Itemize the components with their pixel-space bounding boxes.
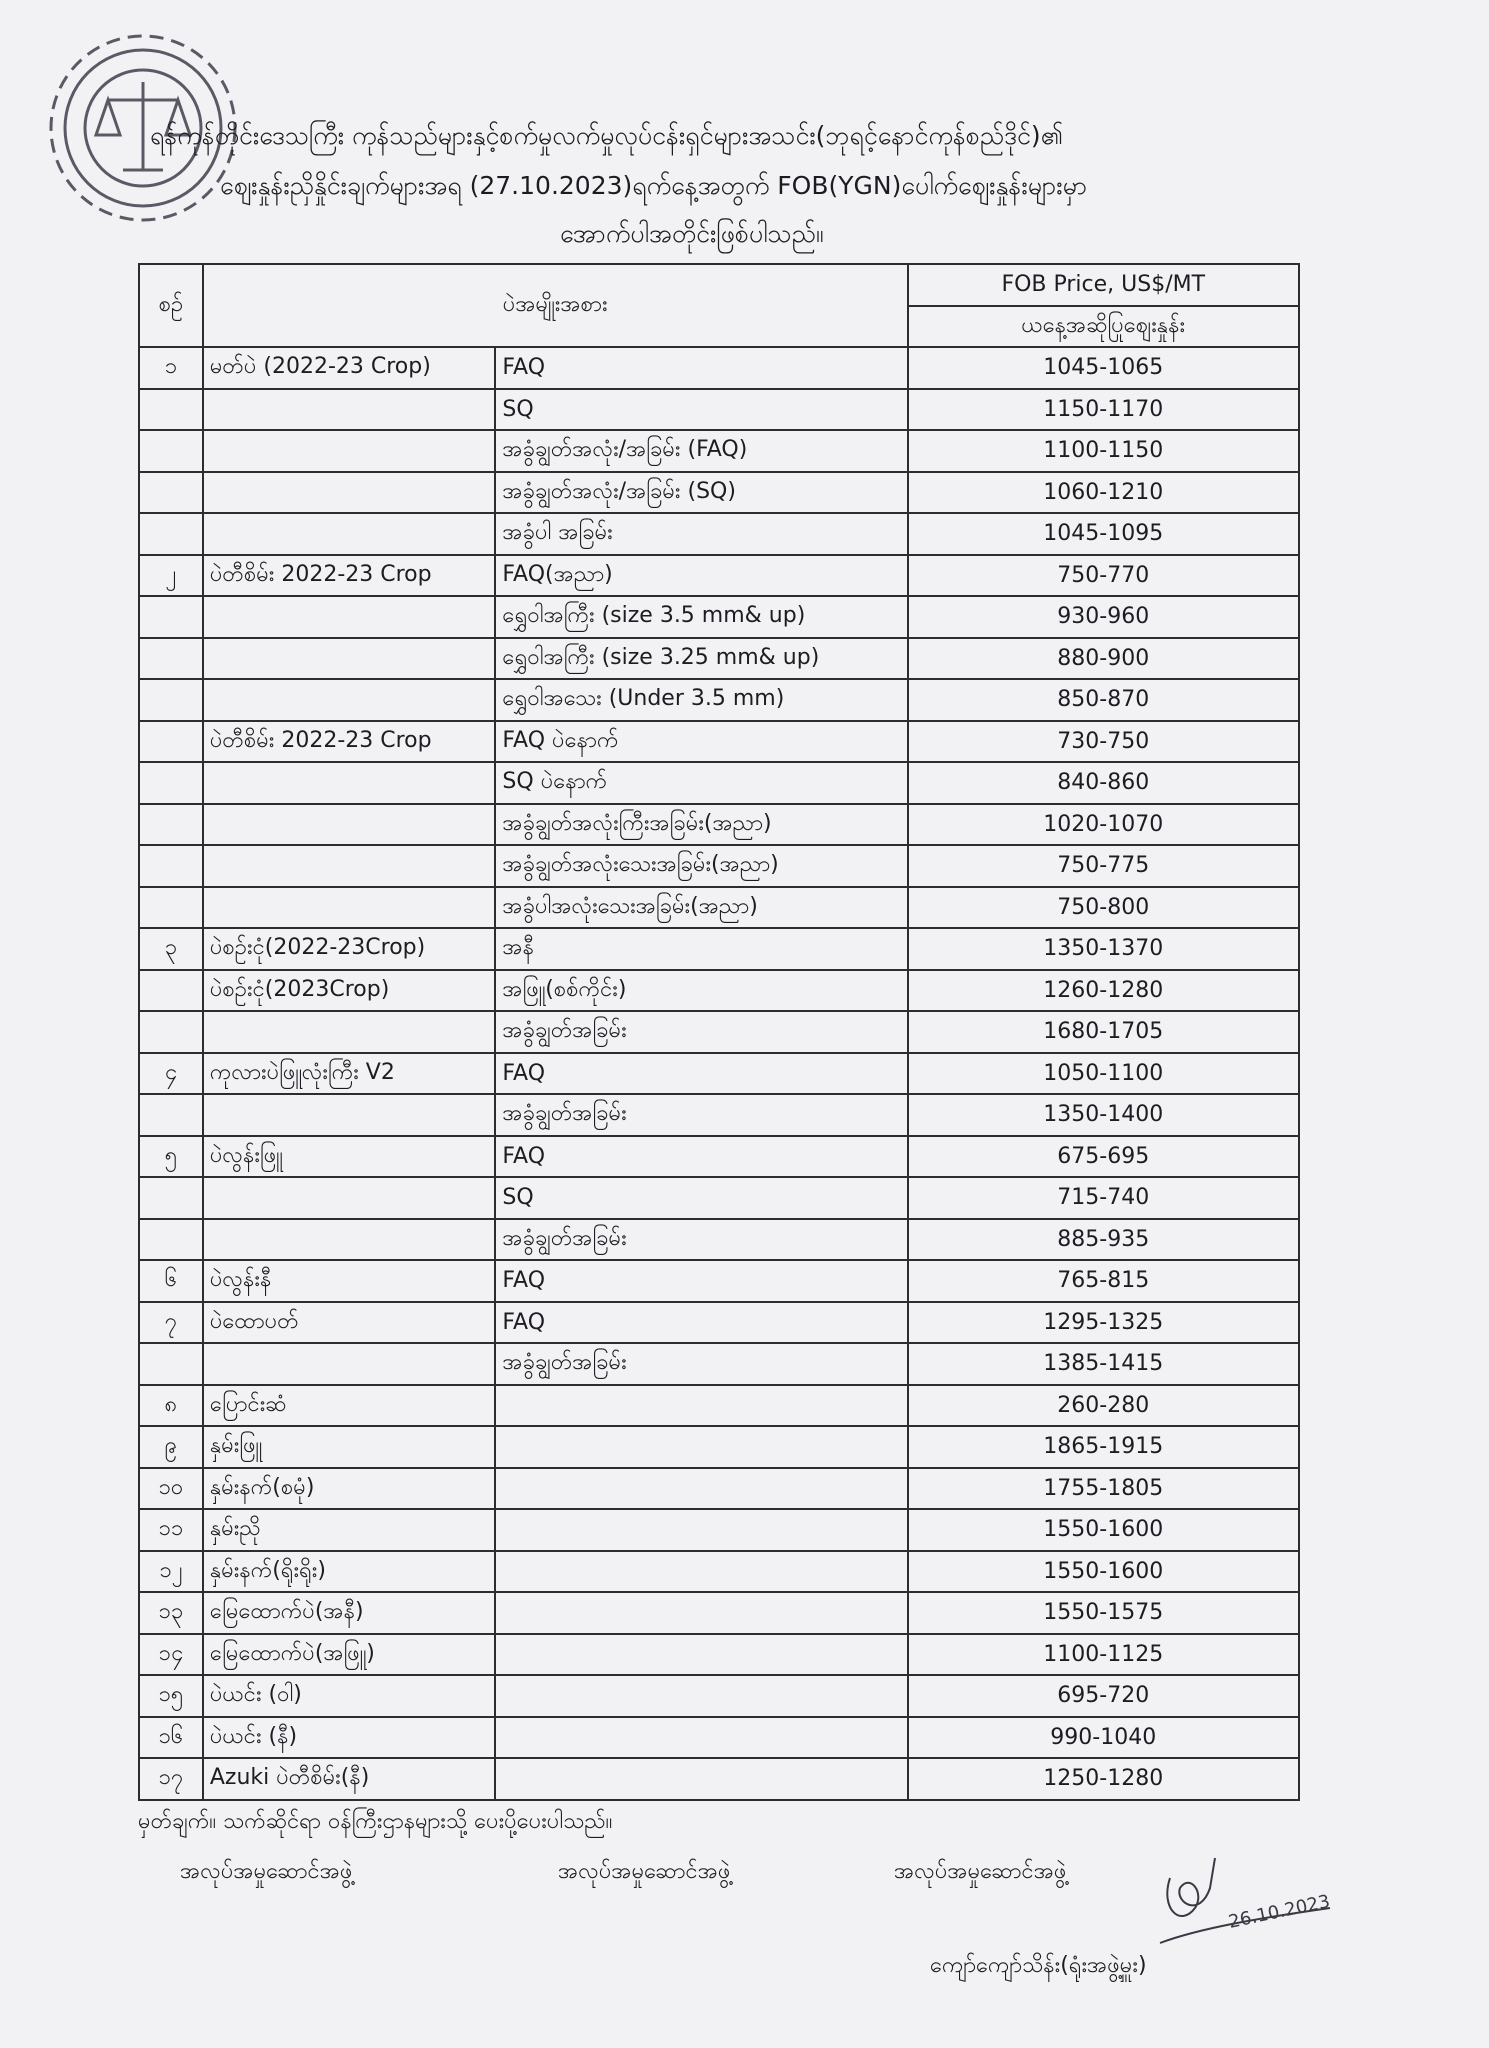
row-item-name: မြေထောက်ပဲ(အဖြူ) [203,1634,496,1676]
row-grade [495,1634,907,1676]
row-price: 1755-1805 [908,1468,1300,1510]
row-number: ၃ [139,928,203,970]
row-price: 1385-1415 [908,1343,1300,1385]
column-header-price: FOB Price, US$/MT [908,264,1300,306]
row-price: 750-800 [908,887,1300,929]
row-number [139,472,203,514]
row-item-name: နှမ်းဖြူ [203,1426,496,1468]
signature-label-2: အလုပ်အမှုဆောင်အဖွဲ့ [558,1859,731,1884]
row-price: 750-775 [908,845,1300,887]
row-item-name: နှမ်းနက်(ရိုးရိုး) [203,1551,496,1593]
column-header-item: ပဲအမျိုးအစား [203,264,908,347]
signer-name: ကျော်ကျော်သိန်း(ရုံးအဖွဲ့မှူး) [930,1953,1147,1978]
header-line-2: ဈေးနှုန်းညှိနှိုင်းချက်များအရ (27.10.2023)ရက်နေ့အတွက် FOB(YGN)ပေါက်ဈေးနှုန်းများမှာ [220,171,1088,200]
table-row [139,1385,1299,1427]
row-grade: အဖြူ(စစ်ကိုင်း) [495,970,907,1012]
row-price: 1050-1100 [908,1053,1300,1095]
row-number: ၁၁ [139,1509,203,1551]
table-row [139,721,1299,763]
row-price: 1295-1325 [908,1302,1300,1344]
row-grade: FAQ [495,347,907,389]
row-grade [495,1426,907,1468]
row-price: 1350-1370 [908,928,1300,970]
row-grade: ရွှေဝါအကြီး (size 3.25 mm& up) [495,638,907,680]
row-number: ၁၀ [139,1468,203,1510]
row-number: ၁၆ [139,1717,203,1759]
row-item-name: ပဲတီစိမ်း 2022-23 Crop [203,721,496,763]
table-row [139,762,1299,804]
row-item-name: ပဲယင်း (ဝါ) [203,1675,496,1717]
row-grade: SQ [495,389,907,431]
table-row [139,1343,1299,1385]
row-item-name: ပဲယင်း (နီ) [203,1717,496,1759]
row-number [139,845,203,887]
row-grade: အခွံချွတ်အခြမ်း [495,1343,907,1385]
row-price: 1250-1280 [908,1758,1300,1800]
row-grade [495,1551,907,1593]
table-row [139,1177,1299,1219]
row-price: 1060-1210 [908,472,1300,514]
row-grade: အခွံပါအလုံးသေးအခြမ်း(အညာ) [495,887,907,929]
row-number [139,513,203,555]
table-row [139,1260,1299,1302]
row-number: ၁၂ [139,1551,203,1593]
row-grade: SQ ပဲနောက် [495,762,907,804]
row-grade [495,1758,907,1800]
row-number: ၇ [139,1302,203,1344]
row-grade: FAQ ပဲနောက် [495,721,907,763]
row-grade: FAQ [495,1302,907,1344]
row-price: 840-860 [908,762,1300,804]
row-number: ၅ [139,1136,203,1178]
row-item-name: မတ်ပဲ (2022-23 Crop) [203,347,496,389]
table-row [139,638,1299,680]
row-number [139,1219,203,1261]
price-table [138,263,1300,1801]
row-number: ၂ [139,555,203,597]
row-item-name: ပဲလွန်းဖြူ [203,1136,496,1178]
row-item-name [203,1094,496,1136]
row-price: 695-720 [908,1675,1300,1717]
row-number: ၉ [139,1426,203,1468]
table-row [139,1592,1299,1634]
row-price: 1865-1915 [908,1426,1300,1468]
row-item-name [203,1343,496,1385]
row-grade: ရွှေဝါအကြီး (size 3.5 mm& up) [495,596,907,638]
row-price: 260-280 [908,1385,1300,1427]
table-row [139,1509,1299,1551]
row-item-name [203,472,496,514]
table-row [139,1053,1299,1095]
table-row [139,555,1299,597]
row-number [139,721,203,763]
row-price: 1550-1600 [908,1509,1300,1551]
row-number [139,887,203,929]
row-price: 990-1040 [908,1717,1300,1759]
handwritten-signature [1140,1848,1340,1958]
row-item-name: နှမ်းနက်(စမုံ) [203,1468,496,1510]
row-number: ၁၃ [139,1592,203,1634]
row-item-name: နှမ်းညို [203,1509,496,1551]
row-number: ၁၄ [139,1634,203,1676]
row-grade: အနီ [495,928,907,970]
table-row [139,1219,1299,1261]
table-row [139,1094,1299,1136]
row-grade: FAQ(အညာ) [495,555,907,597]
column-header-no: စဉ် [139,264,203,347]
table-row [139,1675,1299,1717]
row-item-name [203,804,496,846]
table-row [139,472,1299,514]
row-item-name: ပဲစဉ်းငုံ(2022-23Crop) [203,928,496,970]
row-grade [495,1675,907,1717]
header-line-3: အောက်ပါအတိုင်းဖြစ်ပါသည်။ [560,219,824,248]
row-item-name [203,679,496,721]
row-grade: SQ [495,1177,907,1219]
row-grade: ရွှေဝါအသေး (Under 3.5 mm) [495,679,907,721]
row-number: ၈ [139,1385,203,1427]
row-price: 765-815 [908,1260,1300,1302]
row-price: 1260-1280 [908,970,1300,1012]
row-number [139,596,203,638]
row-item-name: ကုလားပဲဖြူလုံးကြီး V2 [203,1053,496,1095]
row-price: 850-870 [908,679,1300,721]
table-row [139,389,1299,431]
table-row [139,928,1299,970]
table-row [139,804,1299,846]
signature-label-1: အလုပ်အမှုဆောင်အဖွဲ့ [180,1859,353,1884]
table-row [139,845,1299,887]
table-row [139,596,1299,638]
row-item-name: ပဲစဉ်းငုံ(2023Crop) [203,970,496,1012]
row-grade: အခွံချွတ်အလုံး/အခြမ်း (FAQ) [495,430,907,472]
row-grade [495,1592,907,1634]
table-row [139,1758,1299,1800]
row-number [139,1011,203,1053]
row-price: 1680-1705 [908,1011,1300,1053]
row-item-name [203,596,496,638]
row-price: 930-960 [908,596,1300,638]
row-grade: အခွံချွတ်အလုံး/အခြမ်း (SQ) [495,472,907,514]
table-row [139,1634,1299,1676]
row-grade [495,1717,907,1759]
row-item-name: Azuki ပဲတီစိမ်း(နီ) [203,1758,496,1800]
row-number [139,1094,203,1136]
row-number: ၆ [139,1260,203,1302]
row-number: ၁၅ [139,1675,203,1717]
table-row [139,679,1299,721]
row-item-name: ပဲလွန်းနီ [203,1260,496,1302]
signature-label-3: အလုပ်အမှုဆောင်အဖွဲ့ [894,1859,1067,1884]
row-item-name [203,762,496,804]
row-grade [495,1468,907,1510]
row-price: 1550-1575 [908,1592,1300,1634]
row-price: 1350-1400 [908,1094,1300,1136]
table-row [139,1136,1299,1178]
row-number [139,762,203,804]
row-price: 885-935 [908,1219,1300,1261]
table-row [139,970,1299,1012]
row-number [139,804,203,846]
row-price: 880-900 [908,638,1300,680]
row-grade: FAQ [495,1136,907,1178]
header-line-1: ရန်ကုန်တိုင်းဒေသကြီး ကုန်သည်များနှင့်စက်မှုလက်မှုလုပ်ငန်းရှင်များအသင်း(ဘုရင့်နောင်ကုန်စည်ဒိုင်)၏ [150,121,1063,150]
row-number: ၁၇ [139,1758,203,1800]
row-price: 750-770 [908,555,1300,597]
table-row [139,887,1299,929]
column-header-proposed-price: ယနေ့အဆိုပြုဈေးနှုန်း [908,306,1300,348]
row-grade: အခွံပါ အခြမ်း [495,513,907,555]
table-row [139,347,1299,389]
table-row [139,1551,1299,1593]
table-row [139,430,1299,472]
row-item-name: ပဲထောပတ် [203,1302,496,1344]
row-price: 1150-1170 [908,389,1300,431]
row-item-name [203,1219,496,1261]
row-item-name: မြေထောက်ပဲ(အနီ) [203,1592,496,1634]
row-number [139,638,203,680]
row-item-name [203,1011,496,1053]
table-row [139,1302,1299,1344]
row-grade: အခွံချွတ်အခြမ်း [495,1219,907,1261]
row-grade: FAQ [495,1053,907,1095]
row-number [139,430,203,472]
row-number [139,1343,203,1385]
row-item-name [203,513,496,555]
row-number [139,389,203,431]
row-price: 1550-1600 [908,1551,1300,1593]
footer-note: မှတ်ချက်။ သက်ဆိုင်ရာ ဝန်ကြီးဌာနများသို့ ပေးပို့ပေးပါသည်။ [138,1809,613,1834]
table-row [139,1426,1299,1468]
row-item-name [203,430,496,472]
table-row [139,1717,1299,1759]
table-row [139,513,1299,555]
row-price: 675-695 [908,1136,1300,1178]
row-number [139,970,203,1012]
row-item-name [203,389,496,431]
row-grade: FAQ [495,1260,907,1302]
row-grade [495,1509,907,1551]
row-grade: အခွံချွတ်အခြမ်း [495,1011,907,1053]
row-grade: အခွံချွတ်အလုံးသေးအခြမ်း(အညာ) [495,845,907,887]
row-number: ၄ [139,1053,203,1095]
row-grade: အခွံချွတ်အခြမ်း [495,1094,907,1136]
row-item-name [203,638,496,680]
row-number [139,679,203,721]
row-price: 1045-1065 [908,347,1300,389]
row-number [139,1177,203,1219]
table-row [139,1011,1299,1053]
row-item-name: ပြောင်းဆံ [203,1385,496,1427]
row-grade: အခွံချွတ်အလုံးကြီးအခြမ်း(အညာ) [495,804,907,846]
table-row [139,1468,1299,1510]
row-item-name [203,887,496,929]
row-price: 715-740 [908,1177,1300,1219]
row-price: 1100-1150 [908,430,1300,472]
row-item-name: ပဲတီစိမ်း 2022-23 Crop [203,555,496,597]
row-item-name [203,1177,496,1219]
svg-text:26.10.2023: 26.10.2023 [1226,1890,1332,1933]
row-item-name [203,845,496,887]
row-price: 1020-1070 [908,804,1300,846]
row-price: 1100-1125 [908,1634,1300,1676]
row-price: 730-750 [908,721,1300,763]
row-grade [495,1385,907,1427]
row-number: ၁ [139,347,203,389]
row-price: 1045-1095 [908,513,1300,555]
